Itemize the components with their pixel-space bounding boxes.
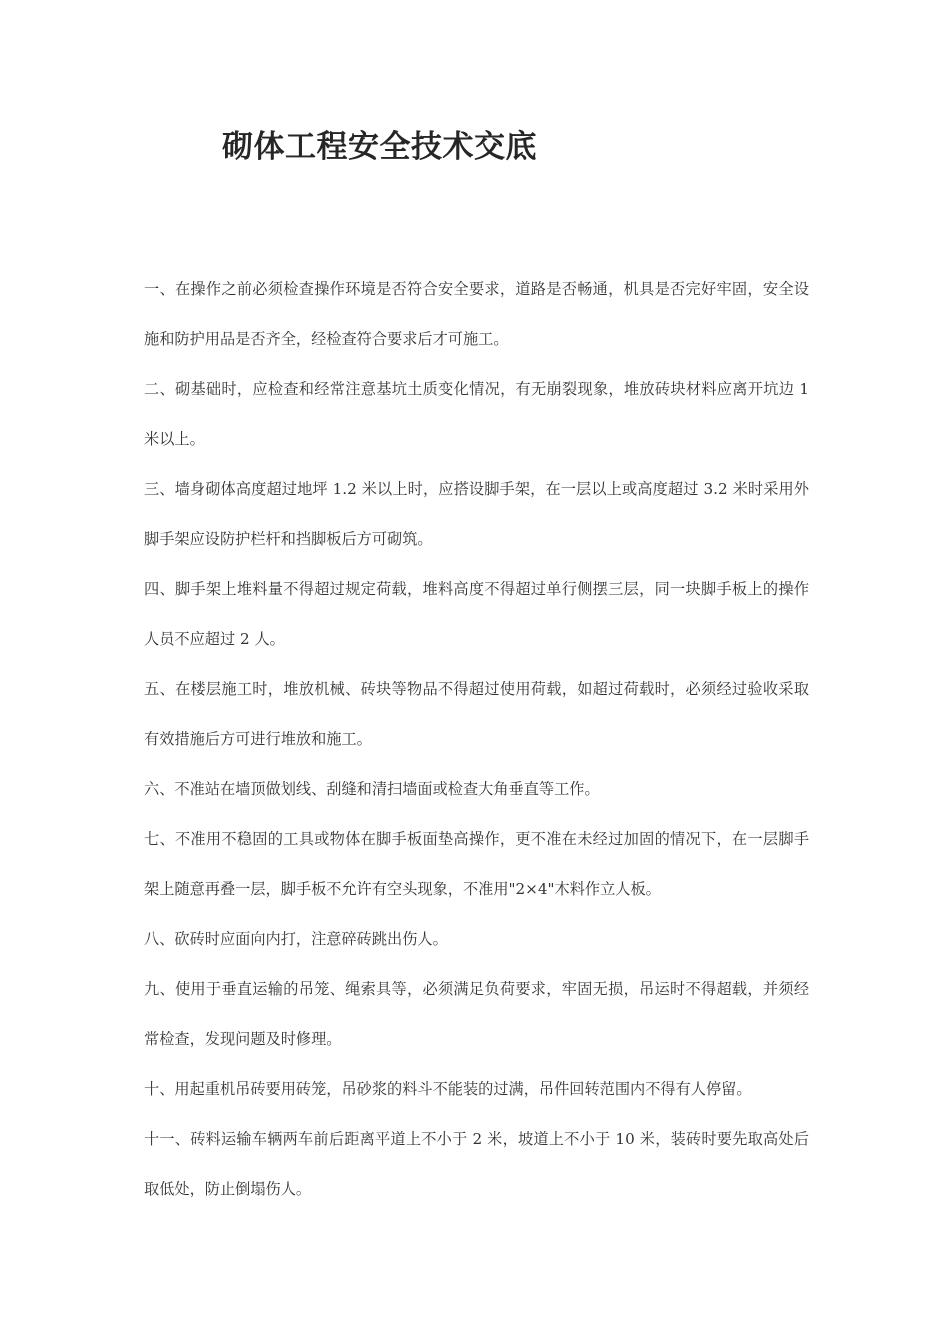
paragraph-9: 九、使用于垂直运输的吊笼、绳索具等，必须满足负荷要求，牢固无损，吊运时不得超载，并须经常检查，发现问题及时修理。 (144, 980, 809, 1048)
paragraph-2: 二、砌基础时，应检查和经常注意基坑土质变化情况，有无崩裂现象，堆放砖块材料应离开坑边 1 米以上。 (144, 380, 809, 448)
paragraph-3: 三、墙身砌体高度超过地坪 1.2 米以上时，应搭设脚手架，在一层以上或高度超过 3.2 米时采用外脚手架应设防护栏杆和挡脚板后方可砌筑。 (144, 480, 809, 548)
paragraph-10: 十、用起重机吊砖要用砖笼，吊砂浆的料斗不能装的过满，吊件回转范围内不得有人停留。 (144, 1080, 752, 1098)
paragraph-8: 八、砍砖时应面向内打，注意碎砖跳出伤人。 (144, 930, 448, 948)
paragraph-6: 六、不准站在墙顶做划线、刮缝和清扫墙面或检查大角垂直等工作。 (144, 780, 600, 798)
paragraph-7: 七、不准用不稳固的工具或物体在脚手板面垫高操作，更不准在未经过加固的情况下，在一层脚手架上随意再叠一层，脚手板不允许有空头现象，不准用"2×4"木料作立人板。 (144, 830, 809, 898)
paragraph-5: 五、在楼层施工时，堆放机械、砖块等物品不得超过使用荷载，如超过荷载时，必须经过验收采取有效措施后方可进行堆放和施工。 (144, 680, 809, 748)
document-title: 砌体工程安全技术交底 (222, 129, 537, 165)
paragraph-11: 十一、砖料运输车辆两车前后距离平道上不小于 2 米，坡道上不小于 10 米，装砖时要先取高处后取低处，防止倒塌伤人。 (144, 1130, 809, 1198)
document-body (144, 264, 809, 1214)
paragraph-1: 一、在操作之前必须检查操作环境是否符合安全要求，道路是否畅通，机具是否完好牢固，安全设施和防护用品是否齐全，经检查符合要求后才可施工。 (144, 280, 809, 348)
paragraph-4: 四、脚手架上堆料量不得超过规定荷载，堆料高度不得超过单行侧摆三层，同一块脚手板上的操作人员不应超过 2 人。 (144, 580, 809, 648)
